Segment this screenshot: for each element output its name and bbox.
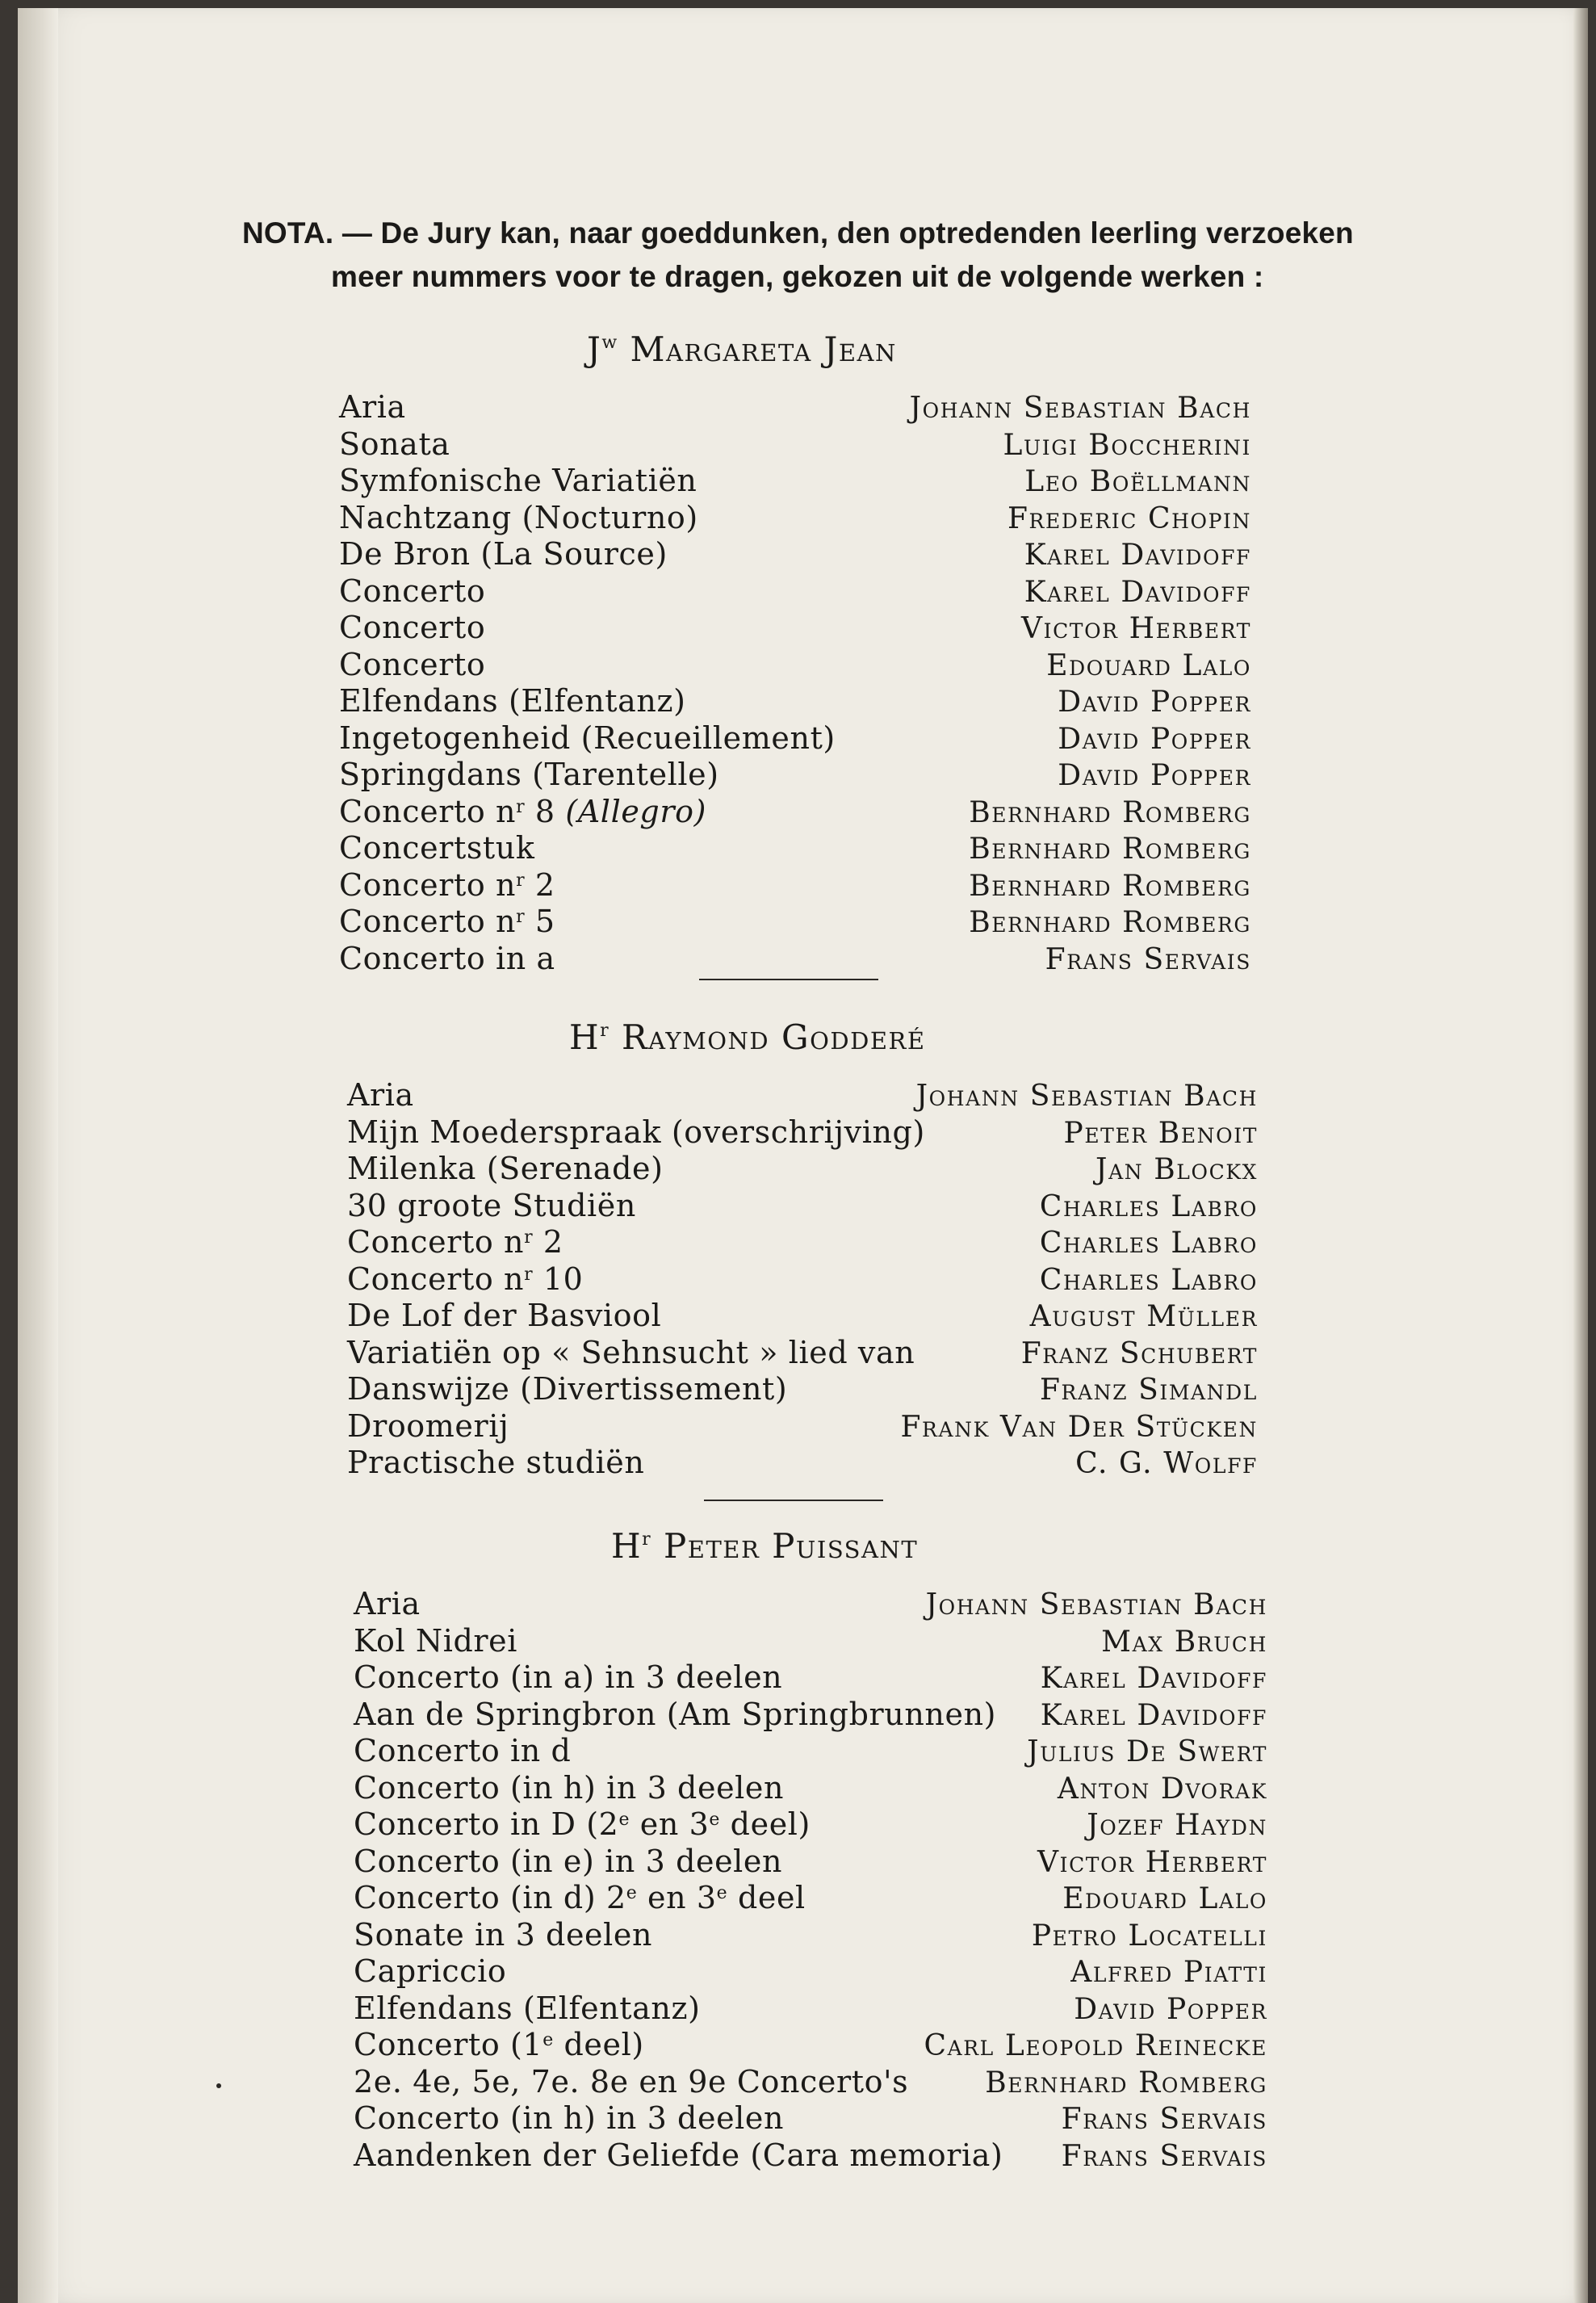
composer-name: Jozef Haydn: [1087, 1809, 1267, 1842]
composer-name: Max Bruch: [1101, 1625, 1267, 1659]
composer-name: Jan Blockx: [1095, 1153, 1258, 1186]
work-title-part: e: [542, 2030, 554, 2050]
composer-name: Frank Van Der Stücken: [900, 1410, 1258, 1444]
composer-name: Karel Davidoff: [1040, 1662, 1267, 1695]
work-title: Capriccio: [354, 1953, 507, 1989]
composer-name: Frans Servais: [1045, 942, 1251, 976]
repertoire-row: [354, 1880, 1267, 1917]
composer-name: Charles Labro: [1039, 1227, 1258, 1260]
section-divider: [704, 1500, 883, 1501]
repertoire-row: [347, 1188, 1258, 1225]
work-title: 2e. 4e, 5e, 7e. 8e en 9e Concerto's: [354, 2063, 909, 2100]
composer-name: Bernhard Romberg: [969, 833, 1251, 866]
composer-name: Edouard Lalo: [1046, 648, 1251, 682]
repertoire-row: [354, 1917, 1267, 1954]
composer-name: Leo Boëllmann: [1024, 465, 1251, 498]
composer-name: Karel Davidoff: [1024, 539, 1251, 572]
repertoire-row: [347, 1224, 1258, 1261]
repertoire-row: [347, 1261, 1258, 1298]
work-title-part: Concerto n: [339, 793, 517, 829]
composer-name: Frans Servais: [1061, 2139, 1267, 2173]
book-page: [18, 8, 1588, 2303]
composer-name: Johann Sebastian Bach: [915, 1080, 1258, 1113]
work-title: De Bron (La Source): [339, 536, 668, 572]
title-name: Margareta Jean: [630, 329, 897, 369]
work-title: [339, 867, 555, 903]
work-title: [339, 904, 555, 939]
composer-name: Johann Sebastian Bach: [925, 1588, 1267, 1621]
repertoire-row: [339, 647, 1251, 684]
title-sup: r: [600, 1021, 610, 1041]
composer-name: David Popper: [1058, 686, 1251, 719]
work-title-part: Concerto in D (2: [354, 1806, 619, 1842]
composer-name: David Popper: [1058, 722, 1251, 756]
work-title: De Lof der Basviool: [347, 1298, 662, 1333]
work-title-part: (Allegro): [565, 793, 706, 829]
composer-name: Carl Leopold Reinecke: [924, 2029, 1267, 2062]
repertoire-row: [354, 1806, 1267, 1844]
work-title: Kol Nidrei: [354, 1622, 518, 1659]
composer-name: August Müller: [1029, 1300, 1258, 1333]
composer-name: Charles Labro: [1039, 1263, 1258, 1297]
composer-name: Johann Sebastian Bach: [909, 392, 1251, 425]
title-prefix: J: [587, 329, 602, 369]
section-divider: [699, 979, 878, 980]
composer-name: David Popper: [1074, 1992, 1267, 2026]
repertoire-row: [339, 389, 1251, 426]
repertoire-list-peter-puissant: [354, 1586, 1267, 2174]
work-title-part: en 3: [637, 1880, 717, 1915]
repertoire-row: [354, 2064, 1267, 2101]
work-title-part: Concerto n: [347, 1261, 525, 1297]
work-title: Concerto: [339, 646, 486, 682]
work-title: Elfendans (Elfentanz): [354, 1990, 701, 2026]
work-title: Aria: [347, 1077, 414, 1113]
work-title: [347, 1224, 563, 1260]
repertoire-row: [347, 1077, 1258, 1114]
composer-name: Victor Herbert: [1037, 1845, 1267, 1879]
repertoire-row: [339, 573, 1251, 610]
composer-name: Luigi Boccherini: [1003, 428, 1251, 462]
repertoire-row: [339, 794, 1251, 831]
stray-ink-mark: [216, 2083, 221, 2088]
work-title-part: e: [716, 1883, 728, 1903]
composer-name: Anton Dvorak: [1057, 1772, 1267, 1806]
work-title-part: e: [626, 1883, 638, 1903]
work-title-part: e: [618, 1810, 630, 1830]
repertoire-row: [354, 1586, 1267, 1623]
repertoire-row: [339, 867, 1251, 904]
work-title-part: 5: [525, 904, 555, 939]
work-title: Concerto: [339, 573, 486, 609]
repertoire-row: [347, 1298, 1258, 1335]
work-title: Symfonische Variatiën: [339, 463, 697, 498]
work-title-part: r: [516, 796, 526, 817]
section-title-margareta-jean: [587, 329, 897, 369]
composer-name: Franz Simandl: [1039, 1374, 1258, 1407]
title-sup: w: [601, 333, 618, 353]
work-title: Concerto in d: [354, 1733, 572, 1768]
composer-name: Karel Davidoff: [1040, 1698, 1267, 1732]
work-title-part: en 3: [630, 1806, 710, 1842]
work-title-part: Concerto n: [347, 1224, 525, 1260]
composer-name: Edouard Lalo: [1062, 1882, 1267, 1915]
repertoire-row: [339, 463, 1251, 500]
work-title-part: Concerto (in d) 2: [354, 1880, 626, 1915]
repertoire-row: [354, 1659, 1267, 1697]
repertoire-row: [354, 2137, 1267, 2175]
work-title: Nachtzang (Nocturno): [339, 499, 698, 535]
repertoire-row: [339, 610, 1251, 647]
work-title-part: r: [524, 1227, 534, 1248]
repertoire-row: [354, 2027, 1267, 2064]
composer-name: Charles Labro: [1039, 1189, 1258, 1223]
repertoire-row: [339, 500, 1251, 537]
repertoire-list-raymond-goddere: [347, 1077, 1258, 1482]
composer-name: Alfred Piatti: [1070, 1956, 1267, 1989]
work-title: [354, 1880, 806, 1915]
work-title: Sonate in 3 deelen: [354, 1916, 653, 1953]
work-title: Aria: [354, 1586, 421, 1621]
composer-name: Karel Davidoff: [1024, 575, 1251, 609]
work-title: Concerto in a: [339, 940, 555, 976]
section-title-raymond-goddere: [569, 1017, 926, 1057]
composer-name: Franz Schubert: [1020, 1336, 1258, 1370]
repertoire-row: [339, 757, 1251, 794]
work-title: [354, 1806, 811, 1842]
title-name: Raymond Godderé: [622, 1017, 926, 1057]
nota-line-2: meer nummers voor te dragen, gekozen uit de volgende werken :: [331, 260, 1264, 293]
work-title: [347, 1261, 583, 1297]
work-title: Springdans (Tarentelle): [339, 757, 719, 792]
work-title-part: Concerto n: [339, 904, 517, 939]
work-title: Practische studiën: [347, 1445, 645, 1480]
work-title-part: r: [524, 1264, 534, 1285]
work-title: Concerto: [339, 610, 486, 645]
work-title-part: e: [709, 1810, 720, 1830]
composer-name: David Popper: [1058, 759, 1251, 792]
composer-name: Bernhard Romberg: [985, 2066, 1267, 2100]
composer-name: Peter Benoit: [1063, 1116, 1258, 1150]
repertoire-row: [347, 1114, 1258, 1152]
composer-name: Frederic Chopin: [1007, 501, 1251, 535]
repertoire-row: [339, 426, 1251, 464]
work-title-part: 2: [533, 1224, 563, 1260]
nota-paragraph: [242, 212, 1389, 299]
repertoire-row: [354, 1770, 1267, 1807]
work-title: Aan de Springbron (Am Springbrunnen): [354, 1696, 997, 1732]
repertoire-row: [354, 1844, 1267, 1881]
work-title: Concerto (in e) in 3 deelen: [354, 1843, 783, 1879]
work-title: Sonata: [339, 426, 450, 462]
repertoire-row: [339, 941, 1251, 978]
work-title-part: Concerto n: [339, 866, 517, 903]
work-title: Aria: [339, 389, 406, 425]
repertoire-row: [339, 904, 1251, 941]
work-title-part: r: [516, 870, 526, 891]
composer-name: Victor Herbert: [1021, 612, 1251, 645]
work-title: Aandenken der Geliefde (Cara memoria): [354, 2137, 1003, 2173]
repertoire-row: [354, 1733, 1267, 1770]
nota-line-1: NOTA. — De Jury kan, naar goeddunken, den optredenden leerling verzoeken: [242, 216, 1354, 250]
repertoire-row: [347, 1151, 1258, 1188]
repertoire-row: [347, 1371, 1258, 1408]
title-name: Peter Puissant: [664, 1526, 919, 1566]
work-title: Variatiën op « Sehnsucht » lied van: [347, 1334, 915, 1370]
work-title: 30 groote Studiën: [347, 1187, 636, 1223]
work-title-part: Concerto (1: [354, 2027, 543, 2062]
composer-name: C. G. Wolff: [1075, 1447, 1258, 1480]
title-sup: r: [642, 1529, 652, 1550]
work-title: Ingetogenheid (Recueillement): [339, 719, 836, 756]
title-prefix: H: [611, 1526, 643, 1566]
work-title-part: deel): [553, 2027, 644, 2062]
composer-name: Julius De Swert: [1027, 1735, 1267, 1768]
composer-name: Bernhard Romberg: [969, 906, 1251, 939]
repertoire-row: [354, 1990, 1267, 2028]
composer-name: Petro Locatelli: [1031, 1919, 1267, 1953]
work-title: Mijn Moederspraak (overschrijving): [347, 1114, 925, 1150]
section-title-peter-puissant: [611, 1526, 918, 1566]
work-title-part: r: [516, 907, 526, 927]
work-title: Droomerij: [347, 1407, 509, 1444]
composer-name: Bernhard Romberg: [969, 869, 1251, 903]
work-title: Concerto (in a) in 3 deelen: [354, 1659, 783, 1695]
work-title-part: 10: [533, 1261, 584, 1297]
work-title: Danswijze (Divertissement): [347, 1371, 788, 1407]
repertoire-row: [339, 830, 1251, 867]
work-title-part: 2: [525, 866, 555, 903]
work-title-part: 8: [525, 793, 566, 829]
repertoire-row: [339, 683, 1251, 720]
work-title: Concerto (in h) in 3 deelen: [354, 1769, 785, 1806]
work-title: Elfendans (Elfentanz): [339, 683, 686, 719]
repertoire-row: [339, 720, 1251, 757]
work-title-part: deel): [720, 1806, 811, 1842]
composer-name: Bernhard Romberg: [969, 795, 1251, 829]
work-title: Milenka (Serenade): [347, 1151, 664, 1186]
page-spine-shadow: [18, 8, 58, 2303]
repertoire-row: [347, 1408, 1258, 1445]
title-prefix: H: [569, 1017, 601, 1057]
repertoire-row: [354, 2100, 1267, 2137]
repertoire-list-margareta-jean: [339, 389, 1251, 977]
repertoire-row: [339, 536, 1251, 573]
work-title: Concerto (in h) in 3 deelen: [354, 2100, 785, 2136]
repertoire-row: [354, 1697, 1267, 1734]
page-edge-shadow: [1573, 8, 1588, 2303]
work-title: [354, 2027, 644, 2062]
work-title: Concertstuk: [339, 830, 535, 866]
repertoire-row: [354, 1623, 1267, 1660]
work-title-part: deel: [727, 1880, 806, 1915]
repertoire-row: [347, 1335, 1258, 1372]
repertoire-row: [347, 1445, 1258, 1482]
work-title: [339, 794, 706, 829]
composer-name: Frans Servais: [1061, 2103, 1267, 2136]
repertoire-row: [354, 1953, 1267, 1990]
